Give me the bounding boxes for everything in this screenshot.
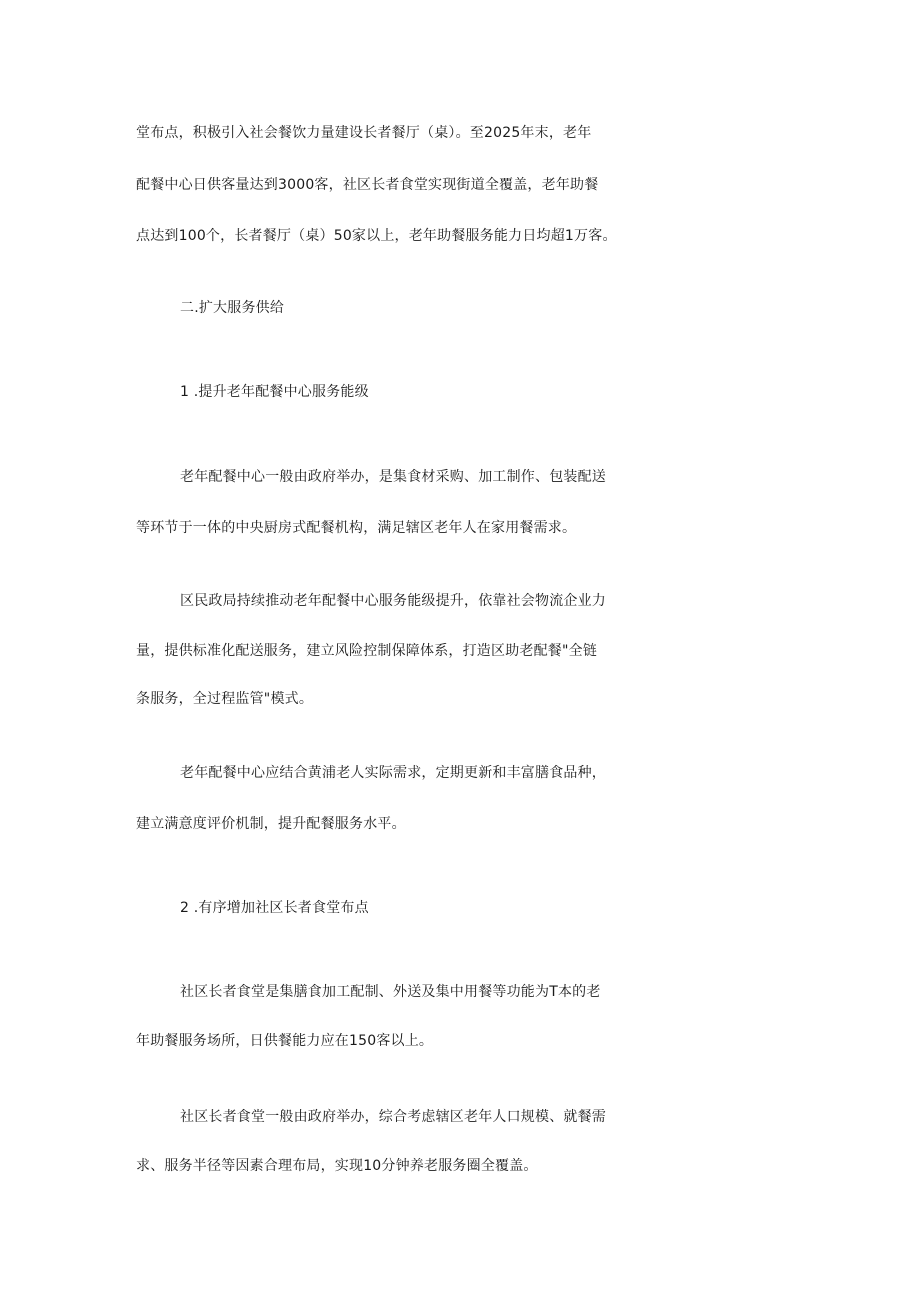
paragraph-line: 配餐中心日供客量达到3000客，社区长者食堂实现街道全覆盖，老年助餐	[136, 177, 599, 193]
paragraph-line: 社区长者食堂一般由政府举办，综合考虑辖区老年人口规模、就餐需	[180, 1109, 606, 1125]
paragraph-line: 建立满意度评价机制，提升配餐服务水平。	[136, 816, 406, 832]
paragraph-line: 条服务，全过程监管"模式。	[136, 691, 314, 707]
paragraph-line: 区民政局持续推动老年配餐中心服务能级提升，依靠社会物流企业力	[180, 593, 606, 609]
paragraph-line: 等环节于一体的中央厨房式配餐机构，满足辖区老年人在家用餐需求。	[136, 520, 577, 536]
paragraph-line: 老年配餐中心应结合黄浦老人实际需求，定期更新和丰富膳食品种，	[180, 765, 606, 781]
paragraph-line: 求、服务半径等因素合理布局，实现10分钟养老服务圈全覆盖。	[136, 1158, 538, 1174]
paragraph-line: 年助餐服务场所，日供餐能力应在150客以上。	[136, 1033, 434, 1049]
paragraph-line: 堂布点，积极引入社会餐饮力量建设长者餐厅（桌）。至2025年末，老年	[136, 125, 592, 141]
subsection-heading-1: 1 .提升老年配餐中心服务能级	[180, 384, 369, 400]
paragraph-line: 点达到100个，长者餐厅（桌）50家以上，老年助餐服务能力日均超1万客。	[136, 228, 617, 244]
paragraph-line: 社区长者食堂是集膳食加工配制、外送及集中用餐等功能为T本的老	[180, 984, 601, 1000]
subsection-heading-2: 2 .有序增加社区长者食堂布点	[180, 900, 369, 916]
section-heading: 二.扩大服务供给	[180, 300, 285, 316]
paragraph-line: 老年配餐中心一般由政府举办，是集食材采购、加工制作、包装配送	[180, 469, 606, 485]
paragraph-line: 量，提供标准化配送服务，建立风险控制保障体系，打造区助老配餐"全链	[136, 643, 598, 659]
